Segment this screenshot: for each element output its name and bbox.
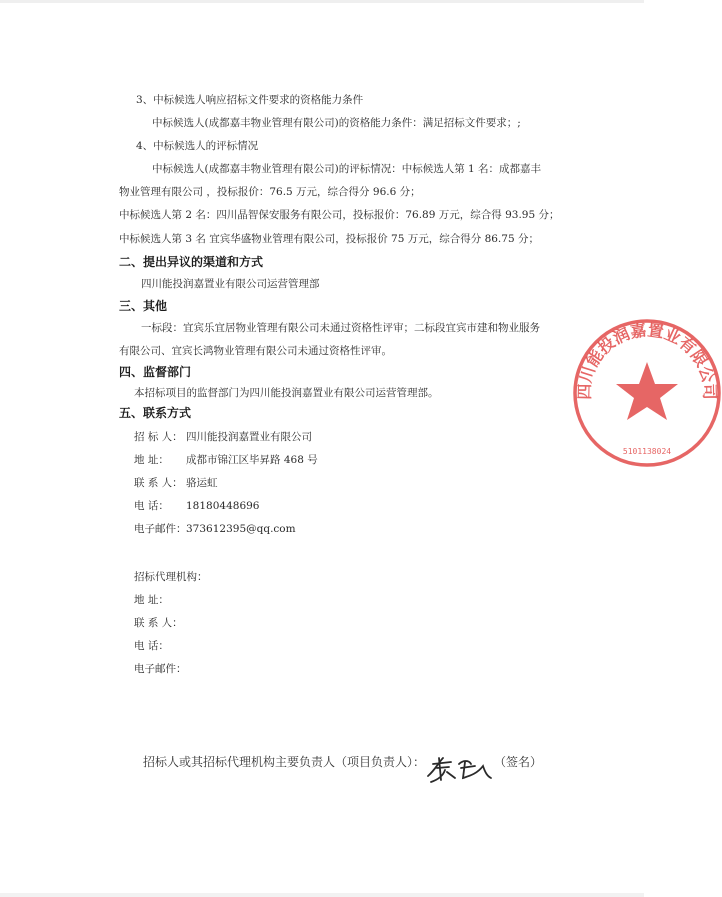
page-top-edge [0, 0, 644, 3]
supervision-body: 本招标项目的监督部门为四川能投润嘉置业有限公司运营管理部。 [134, 387, 439, 399]
company-seal [572, 318, 722, 468]
section-4-line-4: 中标候选人第 3 名 宜宾华盛物业管理有限公司，投标报价 75 万元，综合得分 86.75 分； [119, 233, 539, 245]
agency-contact-row [134, 616, 186, 630]
agency-address-label: 地 址： [134, 594, 169, 606]
tenderer-email-row [134, 522, 296, 536]
objection-body: 四川能投润嘉置业有限公司运营管理部 [141, 278, 320, 290]
tenderer-address-row [134, 453, 318, 467]
tenderer-name-value: 四川能投润嘉置业有限公司 [186, 431, 312, 443]
agency-contact-label: 联 系 人： [134, 617, 183, 629]
agency-phone-row [134, 639, 186, 653]
seal-star-icon [616, 362, 678, 420]
tenderer-email-label: 电子邮件： [134, 523, 187, 535]
section-4-line-1: 中标候选人(成都嘉丰物业管理有限公司)的评标情况：中标候选人第 1 名：成都嘉丰 [152, 163, 542, 175]
other-line-2: 有限公司、宜宾长鸿物业管理有限公司未通过资格性评审。 [119, 345, 392, 357]
agency-phone-label: 电 话： [134, 640, 169, 652]
tenderer-contact-row [134, 476, 218, 490]
contact-heading: 五、联系方式 [119, 406, 192, 420]
seal-number: 5101138024 [622, 447, 672, 456]
tenderer-address-value: 成都市锦江区毕昇路 468 号 [186, 454, 318, 466]
tenderer-name-label: 招 标 人： [134, 431, 183, 443]
section-4-line-2: 物业管理有限公司 ，投标报价：76.5 万元，综合得分 96.6 分； [119, 186, 421, 198]
section-4-heading: 4、中标候选人的评标情况 [136, 140, 259, 152]
agency-address-row [134, 593, 186, 607]
agency-email-row [134, 662, 186, 676]
tenderer-contact-label: 联 系 人： [134, 477, 183, 489]
other-heading: 三、其他 [119, 299, 168, 313]
agency-email-label: 电子邮件： [134, 663, 187, 675]
section-4-line-3: 中标候选人第 2 名：四川晶智保安服务有限公司，投标报价：76.89 万元，综合得 93.95 分； [119, 209, 560, 221]
seal-text: 四川能投润嘉置业有限公司 [574, 320, 720, 400]
page-bottom-edge [0, 893, 644, 897]
tenderer-phone-row [134, 499, 260, 513]
tenderer-email-value: 373612395@qq.com [186, 523, 296, 535]
section-3-heading: 3、中标候选人响应招标文件要求的资格能力条件 [136, 94, 364, 106]
signature-suffix: （签名） [494, 755, 543, 769]
other-line-1: 一标段：宜宾乐宜居物业管理有限公司未通过资格性评审；二标段宜宾市建和物业服务 [141, 322, 540, 334]
tenderer-contact-value: 骆运虹 [186, 477, 218, 489]
tenderer-phone-value: 18180448696 [186, 500, 260, 512]
section-3-body: 中标候选人(成都嘉丰物业管理有限公司)的资格能力条件：满足招标文件要求；; [152, 117, 521, 129]
signature-line-label: 招标人或其招标代理机构主要负责人（项目负责人）： [143, 755, 426, 769]
objection-heading: 二、提出异议的渠道和方式 [119, 255, 264, 269]
supervision-heading: 四、监督部门 [119, 365, 192, 379]
agency-title: 招标代理机构： [134, 571, 208, 583]
tenderer-address-label: 地 址： [134, 454, 169, 466]
tenderer-name-row [134, 430, 312, 444]
handwritten-signature [425, 752, 493, 784]
tenderer-phone-label: 电 话： [134, 500, 169, 512]
